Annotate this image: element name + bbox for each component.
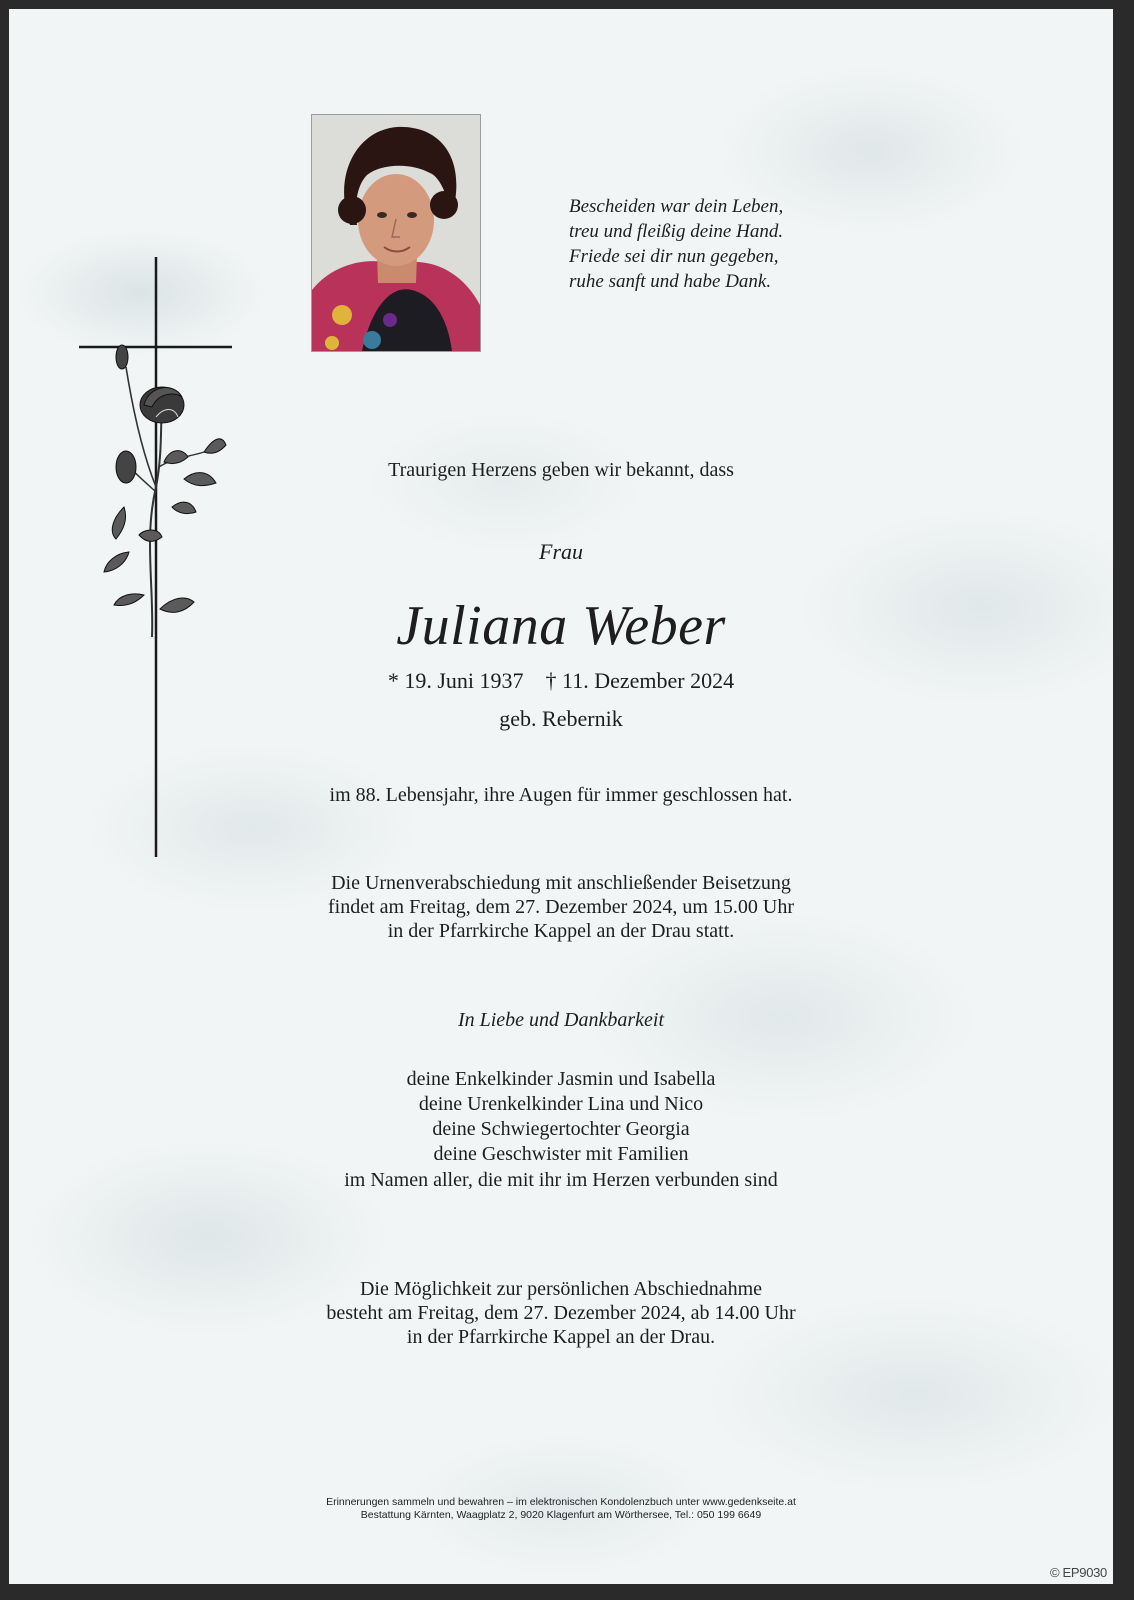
poem-line: Bescheiden war dein Leben,: [569, 196, 784, 217]
deceased-name: Juliana Weber: [396, 595, 726, 657]
farewell-details: [9, 1277, 1113, 1349]
ceremony-details: [9, 871, 1113, 943]
salutation: Frau: [539, 539, 583, 564]
poem-line: treu und fleißig deine Hand.: [569, 221, 784, 242]
mourners-family: [9, 1067, 1113, 1167]
ceremony-line: findet am Freitag, dem 27. Dezember 2024, um 15.00 Uhr: [328, 896, 794, 918]
portrait-photo: [311, 114, 481, 352]
maiden-name: geb. Rebernik: [499, 706, 623, 731]
memorial-poem: [569, 194, 889, 294]
family-line: deine Geschwister mit Familien: [433, 1143, 689, 1165]
announcement-intro: Traurigen Herzens geben wir bekannt, dass: [388, 459, 734, 481]
poem-line: Friede sei dir nun gegeben,: [569, 246, 779, 267]
farewell-line: Die Möglichkeit zur persönlichen Abschiednahme: [359, 1278, 763, 1300]
poem-line: ruhe sanft und habe Dank.: [569, 271, 772, 292]
ceremony-line: Die Urnenverabschiedung mit anschließender Beisetzung: [331, 872, 791, 894]
life-dates: [9, 668, 1113, 694]
death-date: † 11. Dezember 2024: [545, 668, 735, 693]
birth-date: * 19. Juni 1937: [387, 668, 524, 693]
family-line: deine Schwiegertochter Georgia: [432, 1118, 690, 1140]
ceremony-line: in der Pfarrkirche Kappel an der Drau statt.: [387, 920, 735, 942]
mourners-closing: im Namen aller, die mit ihr im Herzen verbunden sind: [344, 1169, 778, 1191]
footer-address-line: Bestattung Kärnten, Waagplatz 2, 9020 Klagenfurt am Wörthersee, Tel.: 050 199 6649: [360, 1509, 762, 1521]
obituary-sheet: [9, 9, 1113, 1584]
footer-condolence-line: Erinnerungen sammeln und bewahren – im elektronischen Kondolenzbuch unter www.gedenkseite.at: [326, 1496, 796, 1508]
footer: [9, 1496, 1113, 1522]
mourners-heading: In Liebe und Dankbarkeit: [457, 1009, 665, 1031]
family-line: deine Urenkelkinder Lina und Nico: [418, 1093, 704, 1115]
family-line: deine Enkelkinder Jasmin und Isabella: [406, 1068, 716, 1090]
age-line: im 88. Lebensjahr, ihre Augen für immer geschlossen hat.: [329, 784, 793, 806]
template-code: © EP9030: [1049, 1565, 1107, 1580]
farewell-line: in der Pfarrkirche Kappel an der Drau.: [406, 1326, 716, 1348]
farewell-line: besteht am Freitag, dem 27. Dezember 2024, ab 14.00 Uhr: [326, 1302, 796, 1324]
